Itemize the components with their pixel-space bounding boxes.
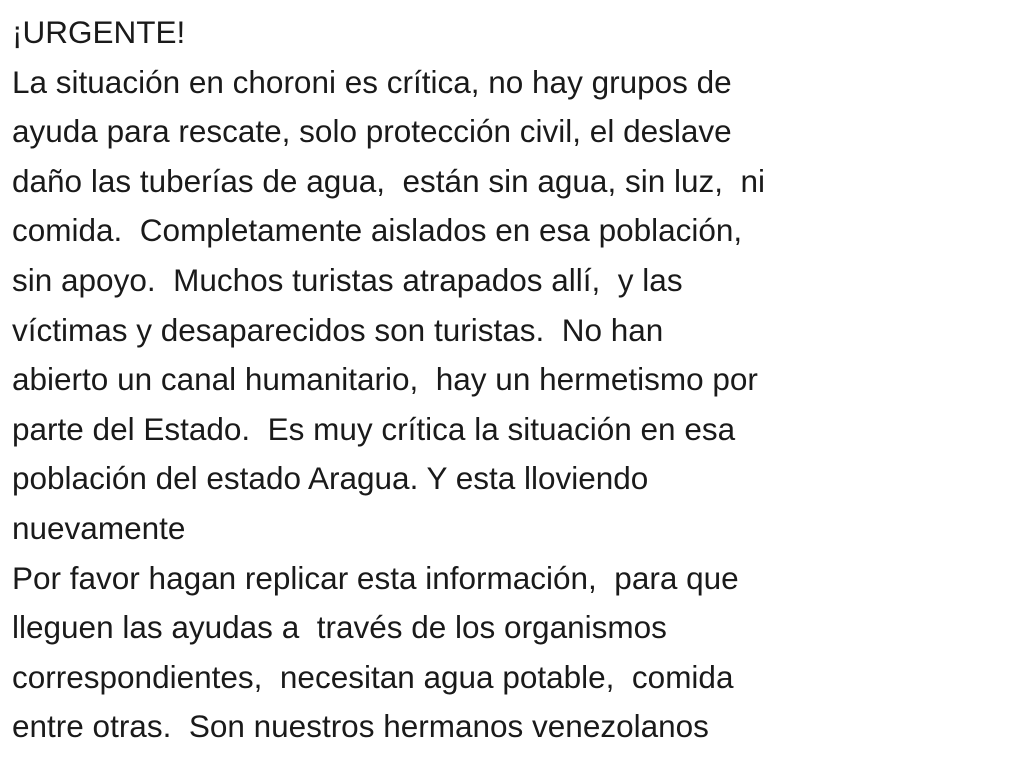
- text-line: abierto un canal humanitario, hay un hermetismo por: [12, 361, 758, 398]
- text-line: población del estado Aragua. Y esta lloviendo: [12, 460, 649, 497]
- text-line: ayuda para rescate, solo protección civil, el deslave: [12, 113, 732, 150]
- text-line: nuevamente: [12, 509, 186, 546]
- text-line: correspondientes, necesitan agua potable, comida: [12, 658, 734, 695]
- text-line: comida. Completamente aislados en esa población,: [12, 212, 743, 249]
- text-line: sin apoyo. Muchos turistas atrapados allí, y las: [12, 261, 683, 298]
- text-line: entre otras. Son nuestros hermanos venezolanos: [12, 708, 709, 745]
- text-line: víctimas y desaparecidos son turistas. No han: [12, 311, 664, 348]
- text-line: Por favor hagan replicar esta información, para que: [12, 559, 739, 596]
- heading-urgent: ¡URGENTE!: [12, 14, 186, 50]
- message-text: [12, 8, 1012, 752]
- text-line: parte del Estado. Es muy crítica la situación en esa: [12, 410, 736, 447]
- text-line: La situación en choroni es crítica, no hay grupos de: [12, 63, 732, 100]
- text-line: daño las tuberías de agua, están sin agua, sin luz, ni: [12, 162, 766, 199]
- text-line: lleguen las ayudas a través de los organismos: [12, 609, 667, 646]
